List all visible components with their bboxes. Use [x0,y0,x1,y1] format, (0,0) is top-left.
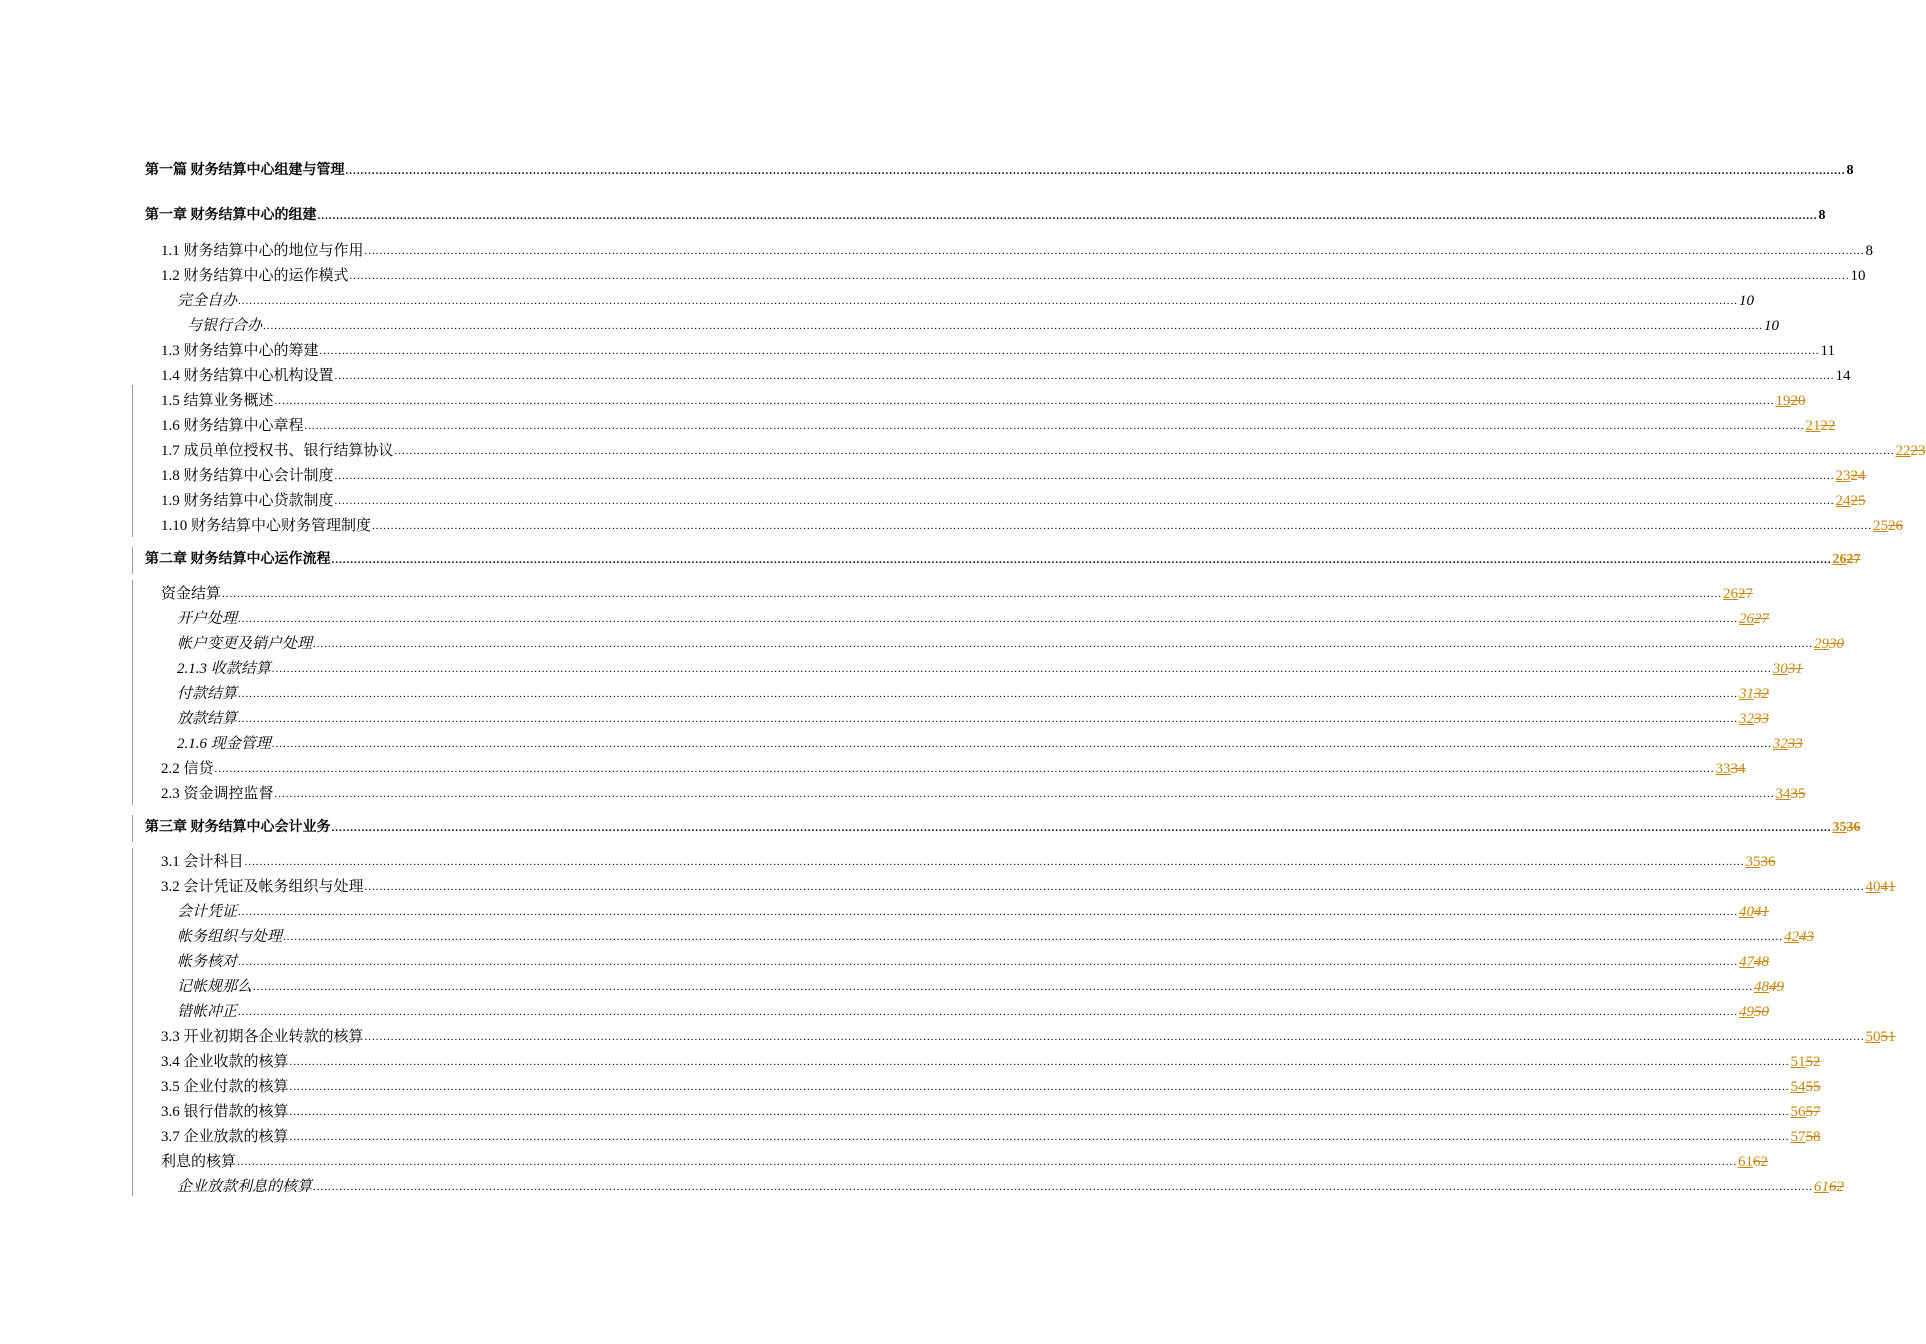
revised-page-number: 48 [1754,979,1770,995]
dot-leader: ................................................................................................................................................................................................................................................................................................................................................................................................................ [238,906,1739,918]
deleted-page-number: 41 [1754,904,1770,920]
dot-leader: ................................................................................................................................................................................................................................................................................................................................................................................................................ [334,470,1835,482]
dot-leader: ................................................................................................................................................................................................................................................................................................................................................................................................................ [334,495,1835,507]
deleted-page-number: 35 [1790,786,1806,802]
toc-page-number[interactable] [1739,1003,1769,1021]
deleted-page-number: 34 [1730,761,1746,777]
toc-entry[interactable] [177,608,1770,628]
dot-leader: ................................................................................................................................................................................................................................................................................................................................................................................................................ [364,881,1865,893]
deleted-page-number: 27 [1846,552,1861,567]
toc-page-number[interactable] [1873,517,1903,535]
toc-page-number[interactable]: 11 [1820,343,1835,359]
toc-entry-title: 1.1 财务结算中心的地位与作用 [161,243,364,259]
toc-entry-title: 3.5 企业付款的核算 [161,1079,289,1095]
toc-entry-title: 第一章 财务结算中心的组建 [145,208,317,223]
toc-entry-title: 3.4 企业收款的核算 [161,1054,289,1070]
dot-leader: ................................................................................................................................................................................................................................................................................................................................................................................................................ [274,395,1775,407]
deleted-page-number: 48 [1754,954,1770,970]
revised-page-number: 61 [1738,1154,1754,1170]
dot-leader: ................................................................................................................................................................................................................................................................................................................................................................................................................ [345,165,1846,177]
toc-entry-title: 3.6 银行借款的核算 [161,1104,289,1120]
dot-leader: ................................................................................................................................................................................................................................................................................................................................................................................................................ [289,1131,1790,1143]
deleted-page-number: 57 [1805,1104,1821,1120]
dot-leader: ................................................................................................................................................................................................................................................................................................................................................................................................................ [244,856,1745,868]
dot-leader: ................................................................................................................................................................................................................................................................................................................................................................................................................ [237,1156,1738,1168]
dot-leader: ................................................................................................................................................................................................................................................................................................................................................................................................................ [222,588,1723,600]
revised-page-number: 40 [1865,879,1881,895]
revised-page-number: 33 [1715,761,1731,777]
deleted-page-number: 33 [1754,711,1770,727]
deleted-page-number: 51 [1880,1029,1896,1045]
toc-page-number[interactable] [1814,1178,1844,1196]
toc-chapter-entry[interactable] [145,549,1861,569]
toc-entry[interactable] [177,926,1815,946]
toc-entry-title: 1.2 财务结算中心的运作模式 [161,268,349,284]
revised-page-number: 51 [1790,1054,1806,1070]
revised-page-number: 47 [1739,954,1755,970]
toc-entry[interactable] [161,465,1866,485]
toc-entry[interactable] [177,733,1803,753]
dot-leader: ................................................................................................................................................................................................................................................................................................................................................................................................................ [317,210,1818,222]
toc-entry[interactable] [161,440,1926,460]
toc-page-number[interactable] [1739,710,1769,728]
toc-page-number[interactable]: 14 [1835,368,1851,384]
toc-page-number[interactable] [1739,610,1769,628]
toc-entry-title: 开户处理 [177,611,238,627]
revision-change-bar [132,547,133,574]
toc-page-number[interactable]: 8 [1865,243,1874,259]
dot-leader: ................................................................................................................................................................................................................................................................................................................................................................................................................ [372,520,1873,532]
dot-leader: ................................................................................................................................................................................................................................................................................................................................................................................................................ [253,981,1754,993]
deleted-page-number: 52 [1805,1054,1821,1070]
toc-entry[interactable] [161,783,1806,803]
toc-entry-title: 2.1.3 收款结算 [177,661,271,677]
toc-entry-title: 错帐冲正 [177,1004,238,1020]
toc-entry-title: 1.10 财务结算中心财务管理制度 [161,518,372,534]
revised-page-number: 22 [1895,443,1911,459]
dot-leader: ................................................................................................................................................................................................................................................................................................................................................................................................................ [394,445,1895,457]
toc-entry[interactable] [161,1101,1821,1121]
revised-page-number: 35 [1832,820,1847,835]
toc-page-number[interactable] [1784,928,1814,946]
dot-leader: ................................................................................................................................................................................................................................................................................................................................................................................................................ [214,763,1715,775]
revised-page-number: 32 [1772,736,1788,752]
toc-page-number[interactable] [1716,760,1746,778]
revised-page-number: 23 [1835,468,1851,484]
toc-page-number[interactable] [1866,1028,1896,1046]
dot-leader: ................................................................................................................................................................................................................................................................................................................................................................................................................ [238,1006,1739,1018]
toc-entry[interactable] [161,340,1835,360]
toc-entry-title: 第二章 财务结算中心运作流程 [145,552,331,567]
toc-entry[interactable] [177,951,1770,971]
revised-page-number: 61 [1814,1179,1830,1195]
toc-entry[interactable] [177,1001,1770,1021]
toc-entry-title: 3.2 会计凭证及帐务组织与处理 [161,879,364,895]
dot-leader: ................................................................................................................................................................................................................................................................................................................................................................................................................ [263,320,1764,332]
dot-leader: ................................................................................................................................................................................................................................................................................................................................................................................................................ [313,1181,1814,1193]
deleted-page-number: 62 [1829,1179,1845,1195]
toc-page-number[interactable] [1833,551,1861,569]
toc-entry[interactable] [177,633,1845,653]
revised-page-number: 26 [1832,552,1847,567]
deleted-page-number: 23 [1910,443,1926,459]
revision-change-bar [132,580,133,805]
toc-page-number[interactable] [1866,878,1896,896]
toc-entry-title: 1.4 财务结算中心机构设置 [161,368,334,384]
dot-leader: ................................................................................................................................................................................................................................................................................................................................................................................................................ [331,822,1832,834]
toc-page-number[interactable] [1814,635,1844,653]
deleted-page-number: 43 [1799,929,1815,945]
toc-entry[interactable] [161,515,1904,535]
toc-entry[interactable] [177,1176,1845,1196]
toc-page-number[interactable] [1791,1128,1821,1146]
toc-chapter-entry[interactable] [145,205,1826,225]
dot-leader: ................................................................................................................................................................................................................................................................................................................................................................................................................ [238,295,1739,307]
revised-page-number: 30 [1772,661,1788,677]
dot-leader: ................................................................................................................................................................................................................................................................................................................................................................................................................ [289,1081,1790,1093]
toc-entry-title: 2.3 资金调控监督 [161,786,274,802]
toc-entry[interactable] [161,490,1866,510]
toc-entry[interactable] [161,1151,1769,1171]
dot-leader: ................................................................................................................................................................................................................................................................................................................................................................................................................ [238,956,1739,968]
revised-page-number: 32 [1739,711,1755,727]
toc-entry[interactable] [161,583,1754,603]
toc-page-number[interactable] [1791,1053,1821,1071]
toc-entry-title: 利息的核算 [161,1154,237,1170]
dot-leader: ................................................................................................................................................................................................................................................................................................................................................................................................................ [334,370,1835,382]
toc-entry-title: 1.8 财务结算中心会计制度 [161,468,334,484]
toc-entry-title: 3.7 企业放款的核算 [161,1129,289,1145]
deleted-page-number: 20 [1790,393,1806,409]
revised-page-number: 31 [1739,686,1755,702]
revision-change-bar [132,848,133,1196]
toc-entry[interactable] [161,1076,1821,1096]
toc-entry-title: 1.7 成员单位授权书、银行结算协议 [161,443,394,459]
toc-entry-title: 1.9 财务结算中心贷款制度 [161,493,334,509]
toc-page-number[interactable] [1791,1103,1821,1121]
deleted-page-number: 36 [1760,854,1776,870]
toc-entry[interactable] [161,1051,1821,1071]
deleted-page-number: 58 [1805,1129,1821,1145]
toc-page-number[interactable] [1806,417,1836,435]
deleted-page-number: 32 [1754,686,1770,702]
toc-page-number[interactable] [1836,467,1866,485]
toc-entry[interactable] [161,265,1866,285]
revised-page-number: 50 [1865,1029,1881,1045]
toc-page-number[interactable]: 10 [1764,318,1780,334]
toc-entry-title: 帐务组织与处理 [177,929,283,945]
toc-page-number[interactable] [1776,392,1806,410]
toc-page-number[interactable] [1723,585,1753,603]
revised-page-number: 25 [1873,518,1889,534]
toc-entry-title: 记帐规那么 [177,979,253,995]
deleted-page-number: 30 [1829,636,1845,652]
toc-entry-title: 放款结算 [177,711,238,727]
toc-entry-title: 付款结算 [177,686,238,702]
toc-entry-title: 1.6 财务结算中心章程 [161,418,304,434]
toc-entry-title: 会计凭证 [177,904,238,920]
toc-entry[interactable] [161,1026,1896,1046]
revised-page-number: 35 [1745,854,1761,870]
toc-page-number[interactable] [1738,1153,1768,1171]
toc-entry[interactable] [161,240,1874,260]
revised-page-number: 54 [1790,1079,1806,1095]
revised-page-number: 21 [1805,418,1821,434]
dot-leader: ................................................................................................................................................................................................................................................................................................................................................................................................................ [331,554,1832,566]
toc-entry-title: 帐户变更及销户处理 [177,636,313,652]
deleted-page-number: 55 [1805,1079,1821,1095]
toc-entry[interactable] [177,658,1803,678]
toc-page-number[interactable] [1739,903,1769,921]
dot-leader: ................................................................................................................................................................................................................................................................................................................................................................................................................ [238,713,1739,725]
deleted-page-number: 27 [1754,611,1770,627]
toc-page-number[interactable] [1773,660,1803,678]
dot-leader: ................................................................................................................................................................................................................................................................................................................................................................................................................ [313,638,1814,650]
toc-page-number[interactable]: 10 [1850,268,1866,284]
toc-entry[interactable] [177,901,1770,921]
dot-leader: ................................................................................................................................................................................................................................................................................................................................................................................................................ [271,663,1772,675]
toc-page-number[interactable]: 10 [1739,293,1755,309]
toc-page-number[interactable]: 8 [1846,163,1854,178]
toc-page-number[interactable] [1739,685,1769,703]
toc-entry-title: 2.2 信贷 [161,761,214,777]
toc-entry-title: 企业放款利息的核算 [177,1179,313,1195]
deleted-page-number: 36 [1846,820,1861,835]
toc-page-number[interactable] [1836,492,1866,510]
dot-leader: ................................................................................................................................................................................................................................................................................................................................................................................................................ [274,788,1775,800]
deleted-page-number: 31 [1787,661,1803,677]
toc-chapter-entry[interactable] [145,160,1854,180]
toc-page-number[interactable] [1746,853,1776,871]
toc-page-number[interactable] [1833,819,1861,837]
toc-page-number[interactable] [1739,953,1769,971]
toc-entry-title: 第三章 财务结算中心会计业务 [145,820,331,835]
toc-entry[interactable] [161,415,1836,435]
toc-page-number[interactable] [1896,442,1926,460]
toc-entry[interactable] [177,708,1770,728]
revised-page-number: 24 [1835,493,1851,509]
deleted-page-number: 22 [1820,418,1836,434]
toc-entry-title: 与银行合办 [187,318,263,334]
dot-leader: ................................................................................................................................................................................................................................................................................................................................................................................................................ [364,245,1865,257]
toc-entry[interactable] [177,683,1770,703]
revised-page-number: 34 [1775,786,1791,802]
toc-entry-title: 完全自办 [177,293,238,309]
toc-entry-title: 第一篇 财务结算中心组建与管理 [145,163,345,178]
toc-entry[interactable] [187,315,1780,335]
dot-leader: ................................................................................................................................................................................................................................................................................................................................................................................................................ [271,738,1772,750]
revised-page-number: 29 [1814,636,1830,652]
toc-entry[interactable] [177,976,1785,996]
revised-page-number: 57 [1790,1129,1806,1145]
dot-leader: ................................................................................................................................................................................................................................................................................................................................................................................................................ [289,1056,1790,1068]
toc-entry-title: 3.3 开业初期各企业转款的核算 [161,1029,364,1045]
deleted-page-number: 27 [1738,586,1754,602]
revised-page-number: 26 [1739,611,1755,627]
toc-entry-title: 3.1 会计科目 [161,854,244,870]
toc-page-number[interactable] [1791,1078,1821,1096]
revised-page-number: 49 [1739,1004,1755,1020]
deleted-page-number: 41 [1880,879,1896,895]
revision-change-bar [132,815,133,842]
toc-page-number[interactable] [1754,978,1784,996]
revised-page-number: 56 [1790,1104,1806,1120]
toc-entry-title: 1.3 财务结算中心的筹建 [161,343,319,359]
toc-entry-title: 资金结算 [161,586,222,602]
deleted-page-number: 24 [1850,468,1866,484]
revised-page-number: 19 [1775,393,1791,409]
toc-page-number[interactable]: 8 [1818,208,1826,223]
deleted-page-number: 25 [1850,493,1866,509]
deleted-page-number: 33 [1787,736,1803,752]
toc-entry[interactable] [161,851,1776,871]
toc-page-number[interactable] [1773,735,1803,753]
dot-leader: ................................................................................................................................................................................................................................................................................................................................................................................................................ [238,688,1739,700]
toc-entry[interactable] [161,390,1806,410]
dot-leader: ................................................................................................................................................................................................................................................................................................................................................................................................................ [283,931,1784,943]
dot-leader: ................................................................................................................................................................................................................................................................................................................................................................................................................ [319,345,1820,357]
dot-leader: ................................................................................................................................................................................................................................................................................................................................................................................................................ [364,1031,1865,1043]
dot-leader: ................................................................................................................................................................................................................................................................................................................................................................................................................ [349,270,1850,282]
dot-leader: ................................................................................................................................................................................................................................................................................................................................................................................................................ [289,1106,1790,1118]
deleted-page-number: 49 [1769,979,1785,995]
dot-leader: ................................................................................................................................................................................................................................................................................................................................................................................................................ [304,420,1805,432]
toc-page-number[interactable] [1776,785,1806,803]
revised-page-number: 26 [1723,586,1739,602]
toc-entry-title: 帐务核对 [177,954,238,970]
dot-leader: ................................................................................................................................................................................................................................................................................................................................................................................................................ [238,613,1739,625]
toc-entry[interactable] [161,876,1896,896]
revision-change-bar [132,385,133,537]
deleted-page-number: 50 [1754,1004,1770,1020]
revised-page-number: 40 [1739,904,1755,920]
toc-chapter-entry[interactable] [145,817,1861,837]
toc-entry-title: 2.1.6 现金管理 [177,736,271,752]
toc-entry[interactable] [161,1126,1821,1146]
deleted-page-number: 62 [1753,1154,1769,1170]
deleted-page-number: 26 [1888,518,1904,534]
toc-entry[interactable] [161,365,1851,385]
revised-page-number: 42 [1784,929,1800,945]
toc-entry-title: 1.5 结算业务概述 [161,393,274,409]
toc-entry[interactable] [161,758,1746,778]
toc-entry[interactable] [177,290,1755,310]
